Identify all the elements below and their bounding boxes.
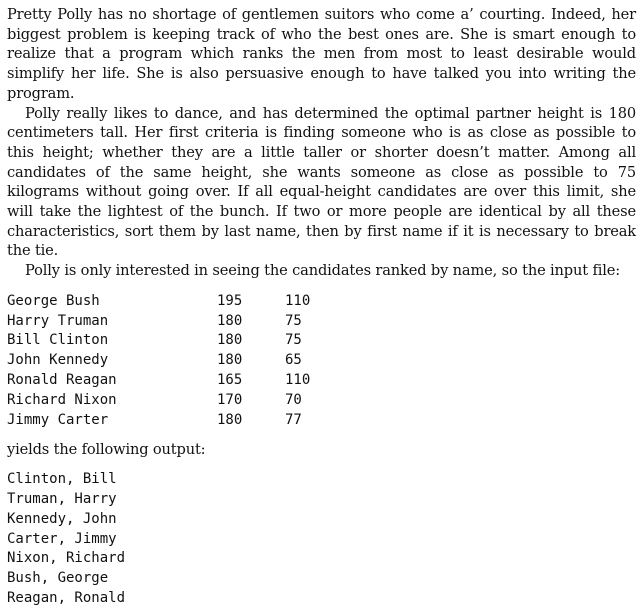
candidate-weight: 75 — [285, 312, 302, 329]
candidate-height: 180 — [217, 312, 243, 329]
candidate-weight: 77 — [285, 411, 302, 428]
list-item: Truman, Harry — [7, 490, 117, 507]
yields-text: yields the following output: — [7, 441, 206, 459]
candidate-height: 180 — [217, 352, 243, 369]
candidate-name: Jimmy Carter — [7, 411, 109, 428]
table-row — [7, 331, 636, 351]
candidate-weight: 110 — [285, 372, 311, 389]
output-list — [7, 470, 636, 609]
candidate-name: George Bush — [7, 292, 100, 309]
candidate-height: 180 — [217, 411, 243, 428]
candidate-weight: 70 — [285, 391, 302, 408]
intro-paragraph: Pretty Polly has no shortage of gentlemen suitors who come a’ courting. Indeed, her biggest problem is keeping track of who the best ones are. She is smart enough to realize that a program which ranks the men from most to least desirable would simplify her life. She is also persuasive enough to have talked you into writing the program. — [7, 6, 636, 102]
list-item: Kennedy, John — [7, 510, 117, 527]
candidate-weight: 110 — [285, 292, 311, 309]
table-row — [7, 411, 636, 431]
table-row — [7, 312, 636, 332]
input-table — [7, 292, 636, 431]
table-row — [7, 391, 636, 411]
table-row — [7, 371, 636, 391]
problem-statement — [7, 5, 636, 609]
list-item: Bush, George — [7, 570, 109, 587]
table-row — [7, 292, 636, 312]
candidate-height: 170 — [217, 391, 243, 408]
candidate-height: 195 — [217, 292, 243, 309]
criteria-paragraph: Polly really likes to dance, and has determined the optimal partner height is 180 centimeters tall. Her first criteria is finding someone who is as close as possible to this height; whether they are a little taller or shorter doesn’t matter. Among all candidates of the same height, she wants someone as close as possible to 75 kilograms without going over. If all equal-height candidates are over this limit, she will take the lightest of the bunch. If two or more people are identical by all these characteristics, sort them by last name, then by first name if it is necessary to break the tie. — [7, 104, 636, 260]
candidate-name: Harry Truman — [7, 312, 109, 329]
list-item: Clinton, Bill — [7, 471, 117, 488]
candidate-weight: 75 — [285, 332, 302, 349]
list-item: Nixon, Richard — [7, 550, 126, 567]
candidate-name: Ronald Reagan — [7, 372, 117, 389]
candidate-weight: 65 — [285, 352, 302, 369]
candidate-name: Richard Nixon — [7, 391, 117, 408]
candidate-name: Bill Clinton — [7, 332, 109, 349]
candidate-name: John Kennedy — [7, 352, 109, 369]
list-item: Reagan, Ronald — [7, 589, 126, 606]
table-row — [7, 351, 636, 371]
candidate-height: 180 — [217, 332, 243, 349]
input-intro-paragraph: Polly is only interested in seeing the candidates ranked by name, so the input file: — [25, 262, 620, 280]
list-item: Carter, Jimmy — [7, 530, 117, 547]
candidate-height: 165 — [217, 372, 243, 389]
